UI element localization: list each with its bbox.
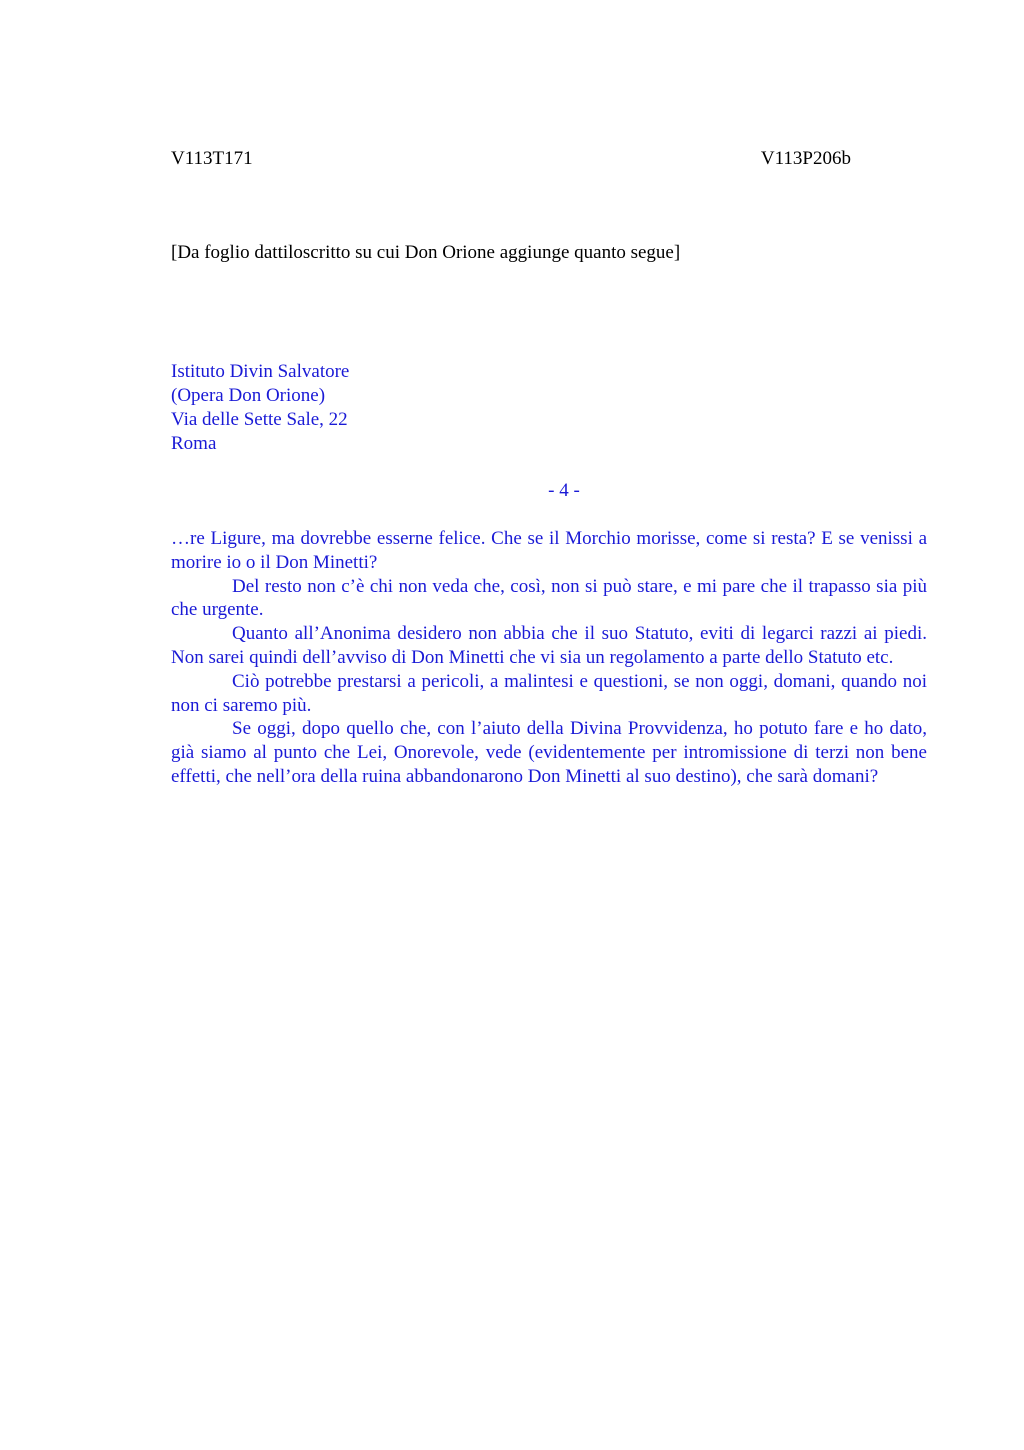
paragraph-4: Ciò potrebbe prestarsi a pericoli, a malintesi e questioni, se non oggi, domani, quando noi non ci saremo più. bbox=[171, 670, 927, 716]
page-number: - 4 - bbox=[548, 480, 580, 501]
address-line-institute: Istituto Divin Salvatore bbox=[171, 361, 350, 382]
paragraph-2: Del resto non c’è chi non veda che, così, non si può stare, e mi pare che il trapasso sia più che urgente. bbox=[171, 575, 927, 621]
address-line-city: Roma bbox=[171, 433, 217, 454]
paragraph-5: Se oggi, dopo quello che, con l’aiuto della Divina Provvidenza, ho potuto fare e ho dato, già siamo al punto che Lei, Onorevole, vede (evidentemente per intromissione di terzi non bene effetti, che nell’ora della ruina abbandonarono Don Minetti al suo destino), che sarà domani? bbox=[171, 718, 927, 787]
editorial-note: [Da foglio dattiloscritto su cui Don Orione aggiunge quanto segue] bbox=[171, 242, 681, 263]
address-line-organization: (Opera Don Orione) bbox=[171, 385, 326, 406]
paragraph-3: Quanto all’Anonima desidero non abbia che il suo Statuto, eviti di legarci razzi ai piedi. Non sarei quindi dell’avviso di Don Minetti che vi sia un regolamento a parte dello Statuto etc. bbox=[171, 623, 927, 668]
right-document-code: V113P206b bbox=[760, 148, 851, 169]
letter-body bbox=[171, 527, 927, 789]
address-block bbox=[171, 360, 349, 456]
document-header bbox=[171, 147, 851, 171]
left-document-code: V113T171 bbox=[171, 148, 253, 169]
paragraph-1: …re Ligure, ma dovrebbe esserne felice. Che se il Morchio morisse, come si resta? E se venissi a morire io o il Don Minetti? bbox=[171, 528, 927, 573]
address-line-street: Via delle Sette Sale, 22 bbox=[171, 409, 348, 430]
